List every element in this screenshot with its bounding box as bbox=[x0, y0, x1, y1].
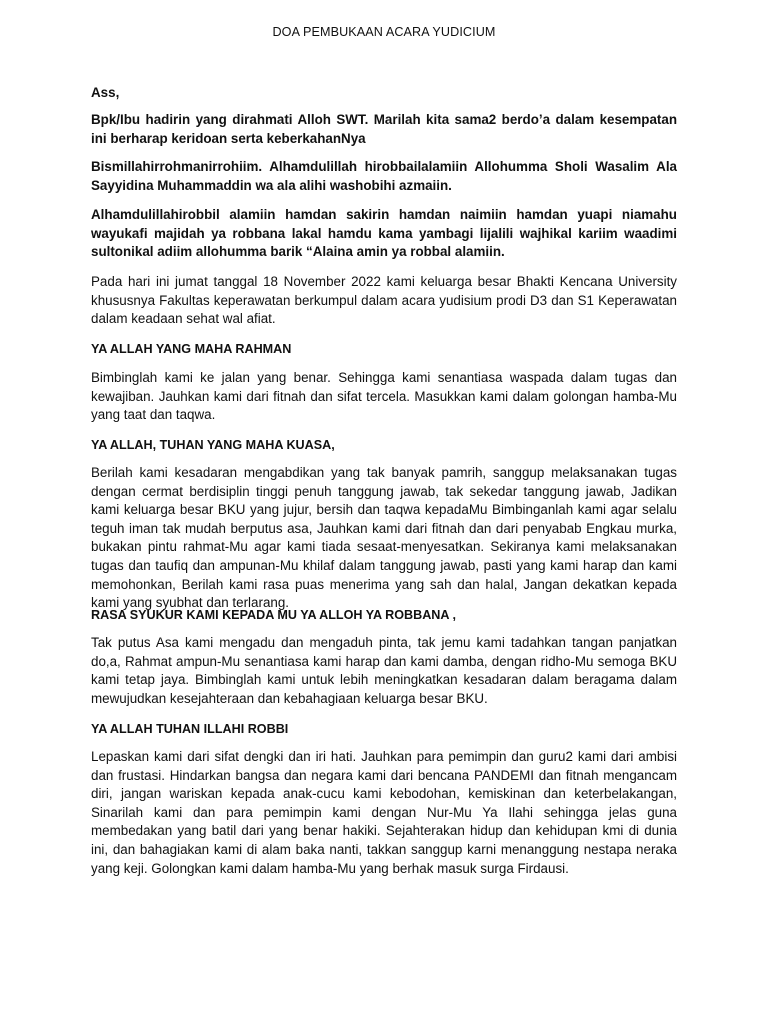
bismillah-paragraph: Bismillahirrohmanirrohiim. Alhamdulillah hirobbailalamiin Allohumma Sholi Wasalim Ala Sayyidina Muhammaddin wa ala alihi washobihi azmaiin. bbox=[91, 159, 677, 193]
section-body-2: Berilah kami kesadaran mengabdikan yang tak banyak pamrih, sanggup melaksanakan tugas dengan cermat berdisiplin tinggi penuh tanggung jawab, tak sekedar tanggung jawab, Jadikan kami keluarga besar BKU yang jujur, bersih dan taqwa kepadaMu Bimbinganlah kami agar selalu teguh iman tak mudah berputus asa, Jauhkan kami dari fitnah dan dari penyabab Engkau murka, bukakan pintu rahmat-Mu agar kami tiada sesaat-menyesatkan. Sekiranya kami melaksanakan tugas dan taufiq dan ampunan-Mu khilaf dalam tanggung jawab, pasti yang kami harap dan kami memohonkan, Berilah kami rasa puas menerima yang sah dan halal, Jangan dekatkan kepada kami yang syubhat dan terlarang. bbox=[91, 465, 677, 611]
section-body-4: Lepaskan kami dari sifat dengki dan iri hati. Jauhkan para pemimpin dan guru2 kami dari ambisi dan frustasi. Hindarkan bangsa dan negara kami dari bencana PANDEMI dan fitnah mengancam diri, jangan wariskan kepada anak-cucu kami kebodohan, kemiskinan dan keterbelakangan, Sinarilah kami dan para pemimpin kami dengan Nur-Mu Ya Ilahi sehingga jelas guna membedakan yang batil dari yang benar hakiki. Sejahterakan hidup dan kehidupan kmi di dunia ini, dan bahagiakan kami di alam baka nanti, takkan sanggup karni menanggung nestapa neraka yang keji. Golongkan kami dalam hamba-Mu yang berhak masuk surga Firdausi. bbox=[91, 749, 677, 876]
document-title: DOA PEMBUKAAN ACARA YUDICIUM bbox=[272, 25, 496, 39]
section-body-1: Bimbinglah kami ke jalan yang benar. Sehingga kami senantiasa waspada dalam tugas dan kewajiban. Jauhkan kami dari fitnah dan sifat tercela. Masukkan kami dalam golongan hamba-Mu yang taat dan taqwa. bbox=[91, 370, 677, 423]
section-heading-3: RASA SYUKUR KAMI KEPADA MU YA ALLOH YA ROBBANA , bbox=[91, 608, 457, 622]
section-body-3: Tak putus Asa kami mengadu dan mengaduh pinta, tak jemu kami tadahkan tangan panjatkan do,a, Rahmat ampun-Mu senantiasa kami harap dan kami damba, dengan ridho-Mu semoga BKU kami tetap jaya. Bimbinglah kami untuk lebih meningkatkan kesadaran dalam beragama dalam mewujudkan kesejahteraan dan kebahagiaan keluarga besar BKU. bbox=[91, 635, 677, 706]
section-heading-1: YA ALLAH YANG MAHA RAHMAN bbox=[91, 342, 292, 356]
event-paragraph: Pada hari ini jumat tanggal 18 November 2022 kami keluarga besar Bhakti Kencana University khususnya Fakultas keperawatan berkumpul dalam acara yudisium prodi D3 dan S1 Keperawatan dalam keadaan sehat wal afiat. bbox=[91, 274, 677, 327]
section-heading-2: YA ALLAH, TUHAN YANG MAHA KUASA, bbox=[91, 438, 335, 452]
greeting: Ass, bbox=[91, 85, 120, 100]
hamdalah-paragraph: Alhamdulillahirobbil alamiin hamdan sakirin hamdan naimiin hamdan yuapi niamahu wayukafi majidah ya robbana lakal hamdu kama yambagi lijalili wajhikal kariim waadimi sultonikal adiim allohumma barik “Alaina amin ya robbal alamiin. bbox=[91, 207, 677, 260]
section-heading-4: YA ALLAH TUHAN ILLAHI ROBBI bbox=[91, 722, 289, 736]
opening-paragraph: Bpk/Ibu hadirin yang dirahmati Alloh SWT. Marilah kita sama2 berdo’a dalam kesempatan ini berharap keridoan serta keberkahanNya bbox=[91, 112, 677, 146]
